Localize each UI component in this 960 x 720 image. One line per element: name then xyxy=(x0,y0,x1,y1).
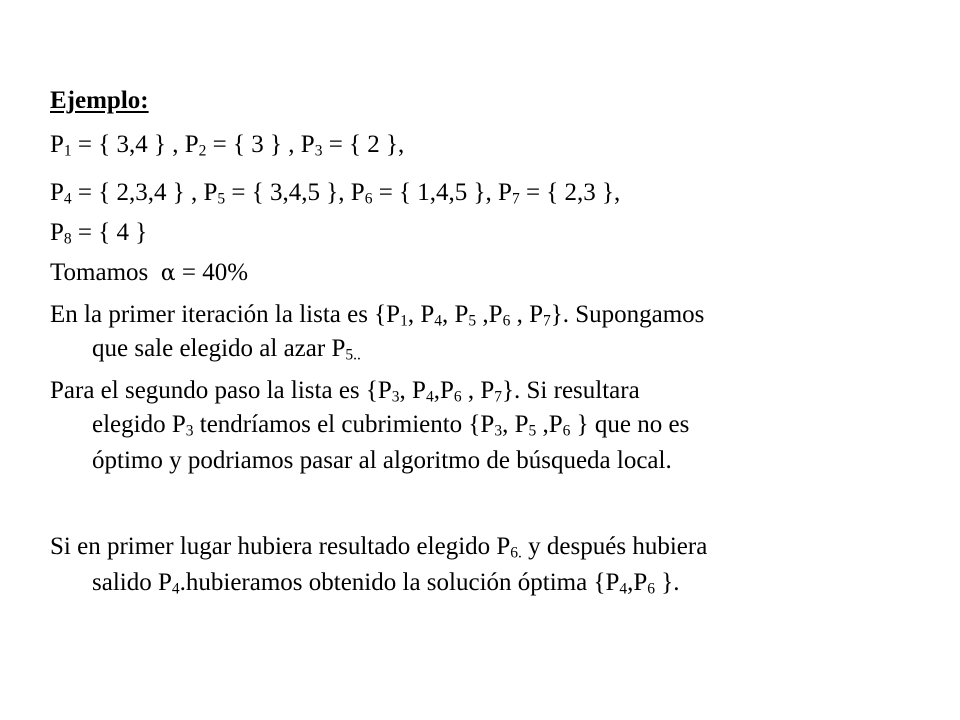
paragraph-1-line-2: que sale elegido al azar $P_{5..}$ xyxy=(92,335,361,364)
set-p6: $P_6$ = { 1,4,5 }, xyxy=(350,179,492,208)
paragraph-3-line-2: salido $P_4.hubieramos$ obtenido la solución óptima {$P_4,P_6$ }. xyxy=(92,569,680,598)
paragraph-2-line-3: óptimo y podriamos pasar al algoritmo de búsqueda local. xyxy=(92,447,672,474)
set-p2: $P_2$ = { 3 } xyxy=(184,131,283,160)
alpha-value: = 40% xyxy=(181,259,249,286)
slide-title xyxy=(50,86,149,116)
set-p1: $P_1$ = { 3,4 } xyxy=(50,131,167,160)
alpha-prefix: Tomamos xyxy=(50,259,149,286)
title-text: Ejemplo: xyxy=(50,87,149,114)
set-p3: $P_3$ = { 2 }, xyxy=(300,131,405,160)
sets-line-3 xyxy=(50,218,147,248)
paragraph-3-line-1: Si en primer lugar hubiera resultado elegido $P_{6.}$ y después hubiera xyxy=(50,533,708,562)
sets-line-2: $P_4$ = { 2,3,4 } , $P_5$ = { 3,4,5 }, $P_6$ = { 1,4,5 }, $P_7$ = { 2,3 }, xyxy=(50,179,621,208)
sets-line-1: $P_1$ = { 3,4 } , $P_2$ = { 3 } , $P_3$ = { 2 }, xyxy=(50,131,405,160)
set-p4: $P_4$ = { 2,3,4 } xyxy=(50,179,185,208)
set-p8: $P_8$ = { 4 } xyxy=(50,219,148,248)
set-p5: $P_5$ = { 3,4,5 }, xyxy=(203,179,345,208)
set-p7: $P_7$ = { 2,3 }, xyxy=(498,179,621,208)
alpha-line xyxy=(50,258,248,289)
paragraph-2-line-2: elegido $P_3$ tendríamos el cubrimiento {$P_3$, $P_5$ $,P_6$ } que no es xyxy=(92,411,690,440)
paragraph-2-line-1: Para el segundo paso la lista es {$P_3$, $P_4,P_6$ , $P_7$}. Si resultara xyxy=(50,377,640,406)
alpha-symbol: α xyxy=(160,261,176,286)
paragraph-1-line-1: En la primer iteración la lista es {$P_1$, $P_4$, $P_5$ $,P_6$ , $P_7$}. Supongamos xyxy=(50,301,705,330)
